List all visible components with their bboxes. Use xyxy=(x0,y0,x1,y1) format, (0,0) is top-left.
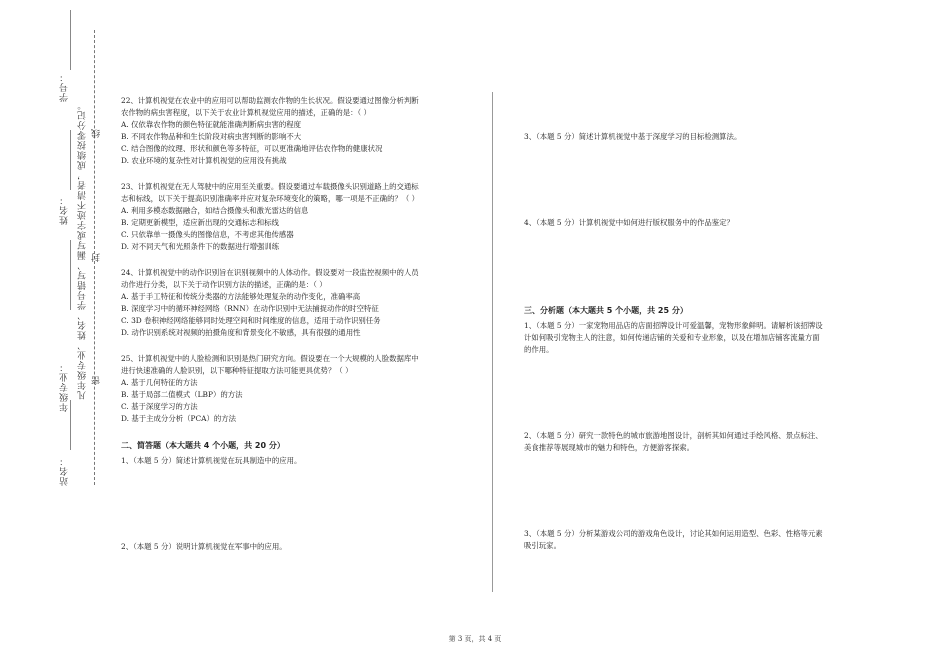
school-label: 站名： xyxy=(60,456,70,486)
page-footer: 第 3 页，共 4 页 xyxy=(448,635,502,643)
option-b: B. 不同农作物品种和生长阶段对病虫害判断的影响不大 xyxy=(121,132,302,141)
option-b: B. 深度学习中的循环神经网络（RNN）在动作识别中无法捕捉动作的时空特征 xyxy=(121,304,379,313)
analysis-line: 3、（本题 5 分）分析某游戏公司的游戏角色设计，讨论其如何运用造型、色彩、性格等元素 xyxy=(524,529,823,538)
question-stem: 农作物的病虫害程度，以下关于农业计算机视觉应用的描述，正确的是：（ ） xyxy=(121,108,371,117)
section-2-title: 二、简答题（本大题共 4 个小题，共 20 分） xyxy=(121,441,285,450)
binding-warning: 凡年级专业、姓名、学号错写、漏写或字迹不清者，成绩按零分记。 xyxy=(78,100,88,400)
question-stem: 志和标线，以下关于提高识别准确率并应对复杂环境变化的策略，哪一项是不正确的？（ ） xyxy=(121,194,419,203)
option-a: A. 仅依靠农作物的颜色特征就能准确判断病虫害的程度 xyxy=(121,120,302,129)
option-d: D. 农业环境的复杂性对计算机视觉的应用没有挑战 xyxy=(121,156,287,165)
option-c: C. 只依靠单一摄像头的图像信息，不考虑其他传感器 xyxy=(121,230,294,239)
option-a: A. 利用多模态数据融合，如结合摄像头和激光雷达的信息 xyxy=(121,206,309,215)
question-24 xyxy=(121,267,419,339)
name-label: 姓名： xyxy=(60,195,70,225)
class-label: 年级专业： xyxy=(60,362,70,412)
seal-dense-label: 密 xyxy=(92,375,102,385)
binding-margin xyxy=(0,0,110,672)
option-c: C. 结合图像的纹理、形状和颜色等多特征，可以更准确地评估农作物的健康状况 xyxy=(121,144,383,153)
seal-line-label: 线 xyxy=(92,128,102,138)
option-b: B. 定期更新模型，适应新出现的交通标志和标线 xyxy=(121,218,279,227)
short-answer-3: 3、（本题 5 分）简述计算机视觉中基于深度学习的目标检测算法。 xyxy=(524,132,742,141)
column-divider xyxy=(492,92,493,592)
class-underline xyxy=(70,240,71,310)
analysis-line: 计如何吸引宠物主人的注意，如何传递店铺的关爱和专业形象，以及在增加店铺客流量方面 xyxy=(524,333,820,342)
analysis-1 xyxy=(524,320,823,356)
school-underline xyxy=(70,400,71,450)
short-answer-4: 4、（本题 5 分）计算机视觉中如何进行版权服务中的作品鉴定？ xyxy=(524,218,734,227)
analysis-line: 吸引玩家。 xyxy=(524,541,561,550)
option-a: A. 基于几何特征的方法 xyxy=(121,378,198,387)
question-stem: 22、计算机视觉在农业中的应用可以帮助监测农作物的生长状况。假设要通过图像分析判断 xyxy=(121,96,419,105)
question-stem: 进行快速准确的人脸识别，以下哪种特征提取方法可能更具优势？（ ） xyxy=(121,366,353,375)
analysis-2 xyxy=(524,430,823,454)
option-b: B. 基于局部二值模式（LBP）的方法 xyxy=(121,390,243,399)
analysis-3 xyxy=(524,528,823,552)
option-a: A. 基于手工特征和传统分类器的方法能够处理复杂的动作变化，准确率高 xyxy=(121,292,361,301)
analysis-line: 的作用。 xyxy=(524,345,554,354)
seal-mid-label: 封 xyxy=(92,252,102,262)
question-23 xyxy=(121,181,419,253)
option-d: D. 基于主成分分析（PCA）的方法 xyxy=(121,414,237,423)
option-c: C. 3D 卷积神经网络能够同时处理空间和时间维度的信息，适用于动作识别任务 xyxy=(121,316,381,325)
option-c: C. 基于深度学习的方法 xyxy=(121,402,198,411)
question-25 xyxy=(121,353,419,425)
analysis-line: 美食推荐等展现城市的魅力和特色，方便游客探索。 xyxy=(524,443,694,452)
option-d: D. 对不同天气和光照条件下的数据进行增强训练 xyxy=(121,242,280,251)
option-d: D. 动作识别系统对视频的拍摄角度和背景变化不敏感，具有很强的通用性 xyxy=(121,328,361,337)
student-id-underline xyxy=(70,10,71,70)
question-22 xyxy=(121,95,419,167)
question-stem: 24、计算机视觉中的动作识别旨在识别视频中的人体动作。假设要对一段监控视频中的人员 xyxy=(121,268,419,277)
question-stem: 25、计算机视觉中的人脸检测和识别是热门研究方向。假设要在一个大规模的人脸数据库中 xyxy=(121,354,419,363)
question-stem: 动作进行分类，以下关于动作识别方法的描述，正确的是：（ ） xyxy=(121,280,327,289)
section-3-title: 三、分析题（本大题共 5 个小题，共 25 分） xyxy=(524,306,688,315)
name-underline xyxy=(70,130,71,190)
short-answer-2: 2、（本题 5 分）说明计算机视觉在军事中的应用。 xyxy=(121,542,287,551)
short-answer-1: 1、（本题 5 分）简述计算机视觉在玩具制造中的应用。 xyxy=(121,456,302,465)
student-id-label: 学号： xyxy=(60,72,70,102)
analysis-line: 1、（本题 5 分）一家宠物用品店的店面招牌设计可爱温馨，宠物形象鲜明。请解析该招牌设 xyxy=(524,321,823,330)
analysis-line: 2、（本题 5 分）研究一款特色的城市旅游地图设计，剖析其如何通过手绘风格、景点标注、 xyxy=(524,431,823,440)
question-stem: 23、计算机视觉在无人驾驶中的应用至关重要。假设要通过车载摄像头识别道路上的交通标 xyxy=(121,182,419,191)
